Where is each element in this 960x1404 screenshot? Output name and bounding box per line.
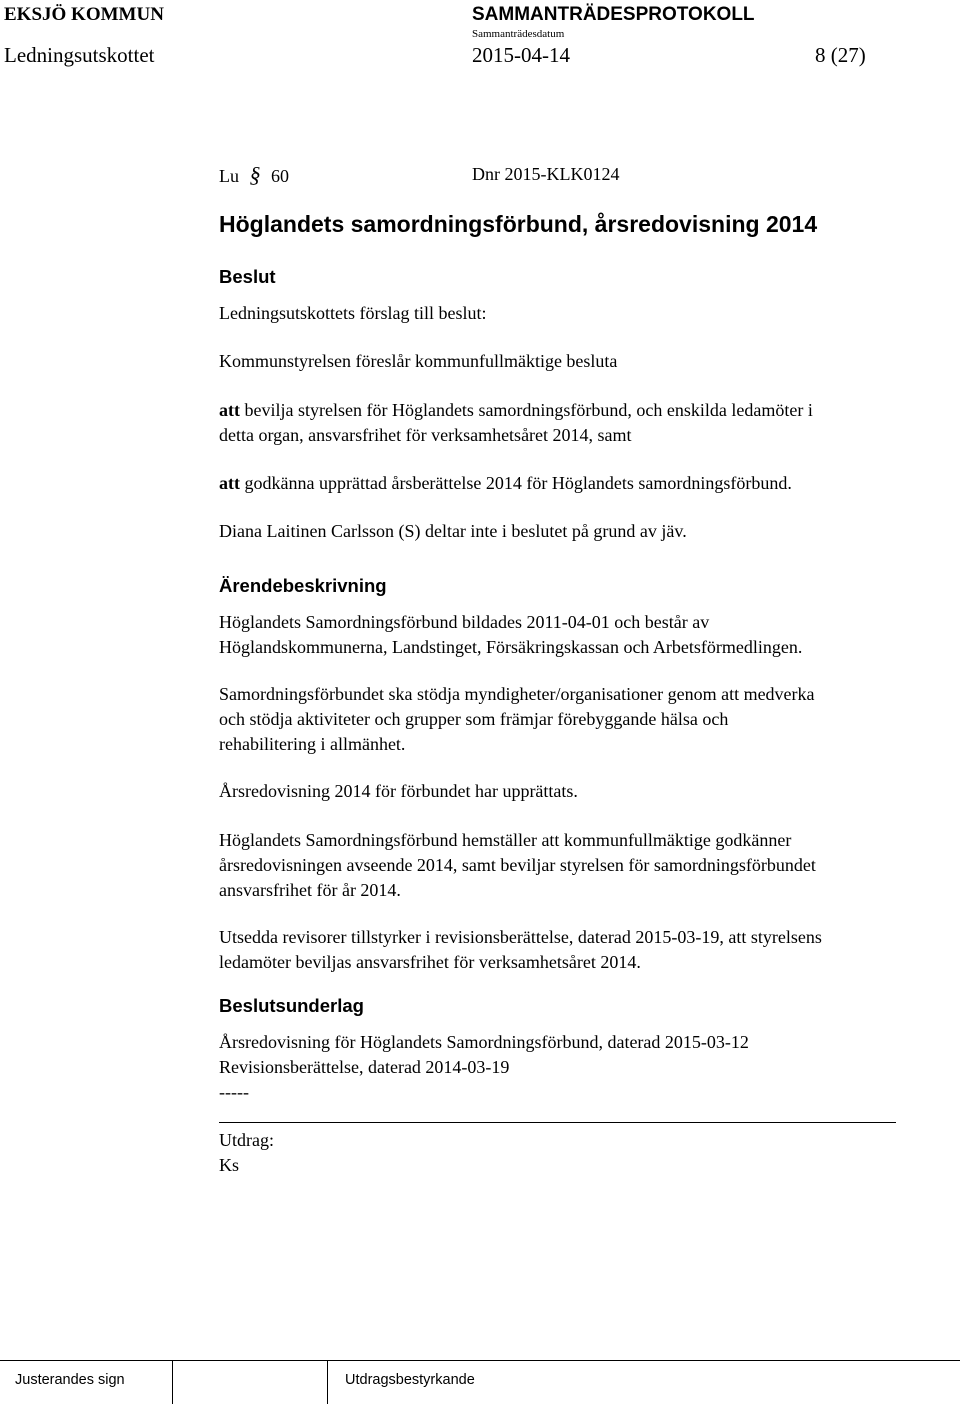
- cert-label: Utdragsbestyrkande: [345, 1372, 475, 1388]
- item-section: [219, 162, 289, 189]
- att-clause-1: [219, 398, 813, 448]
- committee-name: Ledningsutskottet: [4, 43, 155, 67]
- utdrag-block: [219, 1128, 274, 1178]
- arende-paragraph-1: [219, 610, 802, 660]
- page-number: 8 (27): [815, 43, 866, 67]
- utdrag-label: Utdrag:: [219, 1130, 274, 1150]
- list-item: Årsredovisning för Höglandets Samordningsförbund, daterad 2015-03-12: [219, 1032, 749, 1052]
- utdrag-recipient: Ks: [219, 1155, 240, 1175]
- paragraph-line: Höglandskommunerna, Landstinget, Försäkringskassan och Arbetsförmedlingen.: [219, 637, 803, 657]
- beslut-intro-2: Kommunstyrelsen föreslår kommunfullmäktige besluta: [219, 351, 618, 371]
- jav-note: Diana Laitinen Carlsson (S) deltar inte i beslutet på grund av jäv.: [219, 521, 687, 541]
- att-clause-2-line-1: godkänna upprättad årsberättelse 2014 för Höglandets samordningsförbund.: [240, 473, 792, 493]
- att-keyword: att: [219, 400, 240, 420]
- paragraph-line: ledamöter beviljas ansvarsfrihet för verksamhetsåret 2014.: [219, 952, 641, 972]
- paragraph-line: rehabilitering i allmänhet.: [219, 734, 406, 754]
- distribution-rule: [219, 1122, 896, 1123]
- dash-separator: -----: [219, 1082, 249, 1102]
- paragraph-line: ansvarsfrihet för år 2014.: [219, 880, 401, 900]
- arende-paragraph-5: [219, 925, 822, 975]
- section-prefix: Lu: [219, 166, 239, 186]
- paragraph-line: Samordningsförbundet ska stödja myndigheter/organisationer genom att medverka: [219, 684, 815, 704]
- meeting-date: 2015-04-14: [472, 43, 570, 67]
- paragraph-line: årsredovisningen avseende 2014, samt beviljar styrelsen för samordningsförbundet: [219, 855, 816, 875]
- sign-label: Justerandes sign: [15, 1372, 125, 1388]
- dnr: Dnr 2015-KLK0124: [472, 164, 620, 184]
- list-item: Revisionsberättelse, daterad 2014-03-19: [219, 1057, 510, 1077]
- date-label: Sammanträdesdatum: [472, 28, 565, 40]
- footer-rule: [0, 1360, 960, 1361]
- att-clause-1-line-1: bevilja styrelsen för Höglandets samordningsförbund, och enskilda ledamöter i: [240, 400, 813, 420]
- paragraph-line: och stödja aktiviteter och grupper som främjar förebyggande hälsa och: [219, 709, 729, 729]
- paragraph-line: Utsedda revisorer tillstyrker i revisionsberättelse, daterad 2015-03-19, att styrelsens: [219, 927, 822, 947]
- att-clause-2: [219, 471, 792, 496]
- beslut-intro-1: Ledningsutskottets förslag till beslut:: [219, 303, 487, 323]
- underlag-list: [219, 1030, 749, 1105]
- arende-paragraph-2: [219, 682, 815, 757]
- att-clause-1-line-2: detta organ, ansvarsfrihet för verksamhetsåret 2014, samt: [219, 425, 632, 445]
- section-symbol: §: [249, 162, 261, 187]
- paragraph-line: Årsredovisning 2014 för förbundet har upprättats.: [219, 781, 578, 801]
- arende-paragraph-3: [219, 779, 578, 804]
- arende-heading: Ärendebeskrivning: [219, 575, 387, 596]
- footer-divider: [327, 1360, 328, 1404]
- page-title: Höglandets samordningsförbund, årsredovisning 2014: [219, 211, 818, 237]
- beslut-heading: Beslut: [219, 266, 276, 287]
- underlag-heading: Beslutsunderlag: [219, 995, 364, 1016]
- footer-divider: [172, 1360, 173, 1404]
- arende-paragraph-4: [219, 828, 816, 903]
- doc-type: SAMMANTRÄDESPROTOKOLL: [472, 4, 755, 25]
- att-keyword: att: [219, 473, 240, 493]
- paragraph-line: Höglandets Samordningsförbund hemställer att kommunfullmäktige godkänner: [219, 830, 792, 850]
- org-name: EKSJÖ KOMMUN: [4, 4, 164, 25]
- section-number: 60: [271, 166, 289, 186]
- paragraph-line: Höglandets Samordningsförbund bildades 2011-04-01 och består av: [219, 612, 710, 632]
